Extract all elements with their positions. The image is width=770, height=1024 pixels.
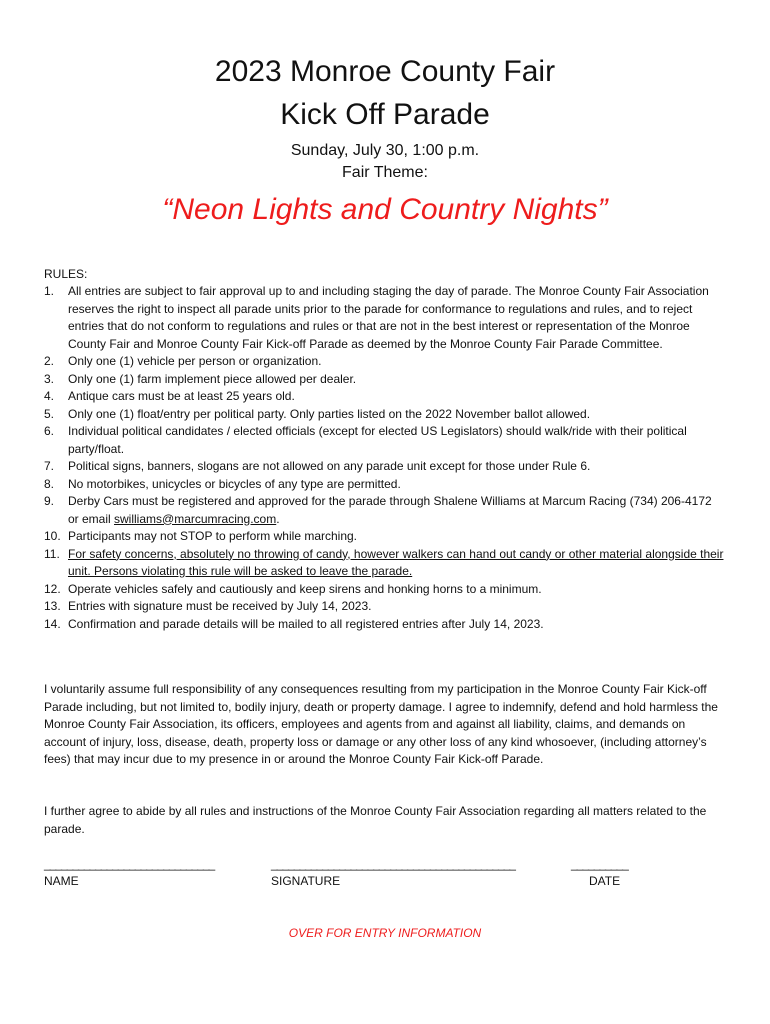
title-line-2: Kick Off Parade	[280, 98, 490, 131]
agreement-paragraph: I further agree to abide by all rules and instructions of the Monroe County Fair Association regarding all matters related to the parade.	[44, 804, 707, 836]
rule-item	[44, 476, 724, 494]
date-label: DATE	[589, 874, 621, 888]
rule-item	[44, 423, 724, 458]
fair-theme: “Neon Lights and Country Nights”	[162, 193, 608, 226]
rule-text: Antique cars must be at least 25 years old.	[68, 389, 295, 403]
title-line-1: 2023 Monroe County Fair	[214, 55, 556, 88]
rule-text: Entries with signature must be received by July 14, 2023.	[68, 599, 372, 613]
rule-number: 1.	[44, 284, 55, 298]
rule-text: Confirmation and parade details will be mailed to all registered entries after July 14, 2023.	[68, 616, 544, 631]
event-date: Sunday, July 30, 1:00 p.m.	[290, 142, 480, 159]
name-line[interactable]: ______________________________	[44, 857, 215, 871]
signature-line[interactable]: ___________________________________________	[271, 857, 515, 871]
rule-number: 10.	[44, 529, 61, 543]
rule-text: Only one (1) vehicle per person or organization.	[68, 354, 322, 368]
rule-text	[68, 493, 724, 528]
rule-item	[44, 616, 724, 634]
rule-text: Individual political candidates / elected officials (except for elected US Legislators) should walk/ride with their political party/float.	[68, 424, 687, 456]
waiver-paragraph: I voluntarily assume full responsibility of any consequences resulting from my participation in the Monroe County Fair Kick-off Parade including, but not limited to, bodily injury, death or property damage. I agree to indemnify, defend and hold harmless the Monroe County Fair Association, its officers, employees and agents from and against all liability, claims, and demands on account of injury, loss, disease, death, property loss or damage or any other loss of any kind whosoever, (including attorney’s fees) that may incur due to my presence in or around the Monroe County Fair Kick-off Parade.	[44, 682, 718, 767]
rule-text: All entries are subject to fair approval up to and including staging the day of parade. The Monroe County Fair Association reserves the right to inspect all parade units prior to the parade for conformance to regulations and rules, and to reject entries that do not conform to regulations and rules or that are not in the best interest or representation of the Monroe County Fair and Monroe County Fair Kick-off Parade as deemed by the Monroe County Fair Parade Committee.	[68, 284, 709, 351]
rule-text: No motorbikes, unicycles or bicycles of any type are permitted.	[68, 476, 401, 491]
rule-number: 12.	[44, 581, 61, 596]
rule-item	[44, 546, 724, 581]
rule-text: Political signs, banners, slogans are not allowed on any parade unit except for those under Rule 6.	[68, 459, 591, 473]
rule-number: 6.	[44, 424, 55, 438]
rules-list	[44, 283, 724, 633]
rule-text: Operate vehicles safely and cautiously and keep sirens and honking horns to a minimum.	[68, 581, 542, 596]
rule-item	[44, 371, 724, 389]
rule-text: Only one (1) farm implement piece allowed per dealer.	[68, 371, 357, 386]
rule-item	[44, 353, 724, 371]
rule-number: 4.	[44, 389, 55, 403]
rule-number: 2.	[44, 354, 55, 368]
rule-item	[44, 388, 724, 406]
theme-label: Fair Theme:	[342, 164, 428, 181]
rule-item	[44, 581, 724, 599]
rule-number: 14.	[44, 616, 61, 631]
rule-text: Only one (1) float/entry per political party. Only parties listed on the 2022 November ballot allowed.	[68, 406, 591, 421]
name-label: NAME	[44, 874, 79, 888]
rule-number: 9.	[44, 494, 55, 508]
rules-heading: RULES:	[44, 267, 88, 281]
rule-number: 5.	[44, 406, 55, 421]
rule-number: 13.	[44, 599, 61, 613]
date-line[interactable]: __________	[571, 857, 628, 871]
rule-text: Participants may not STOP to perform while marching.	[68, 529, 358, 543]
rule-number: 8.	[44, 476, 55, 491]
rule-item	[44, 458, 724, 476]
rule-item	[44, 493, 724, 528]
rule-number: 11.	[44, 546, 60, 561]
rule-text-before-email: Derby Cars must be registered and approved for the parade through Shalene Williams at Marcum Racing (734) 206-4172 or email	[68, 494, 712, 526]
rule-number: 3.	[44, 371, 55, 386]
signature-label: SIGNATURE	[271, 874, 341, 888]
rule-item	[44, 598, 724, 616]
email-link[interactable]: swilliams@marcumracing.com	[114, 511, 277, 526]
rule-text-underlined: For safety concerns, absolutely no throwing of candy, however walkers can hand out candy or other material alongside their unit. Persons violating this rule will be asked to leave the parade.	[68, 546, 724, 578]
rule-item	[44, 283, 724, 353]
rule-text-after-email: .	[276, 511, 280, 526]
rule-number: 7.	[44, 459, 55, 473]
rule-item	[44, 406, 724, 424]
rule-item	[44, 528, 724, 546]
over-for-entry-note: OVER FOR ENTRY INFORMATION	[288, 926, 482, 940]
